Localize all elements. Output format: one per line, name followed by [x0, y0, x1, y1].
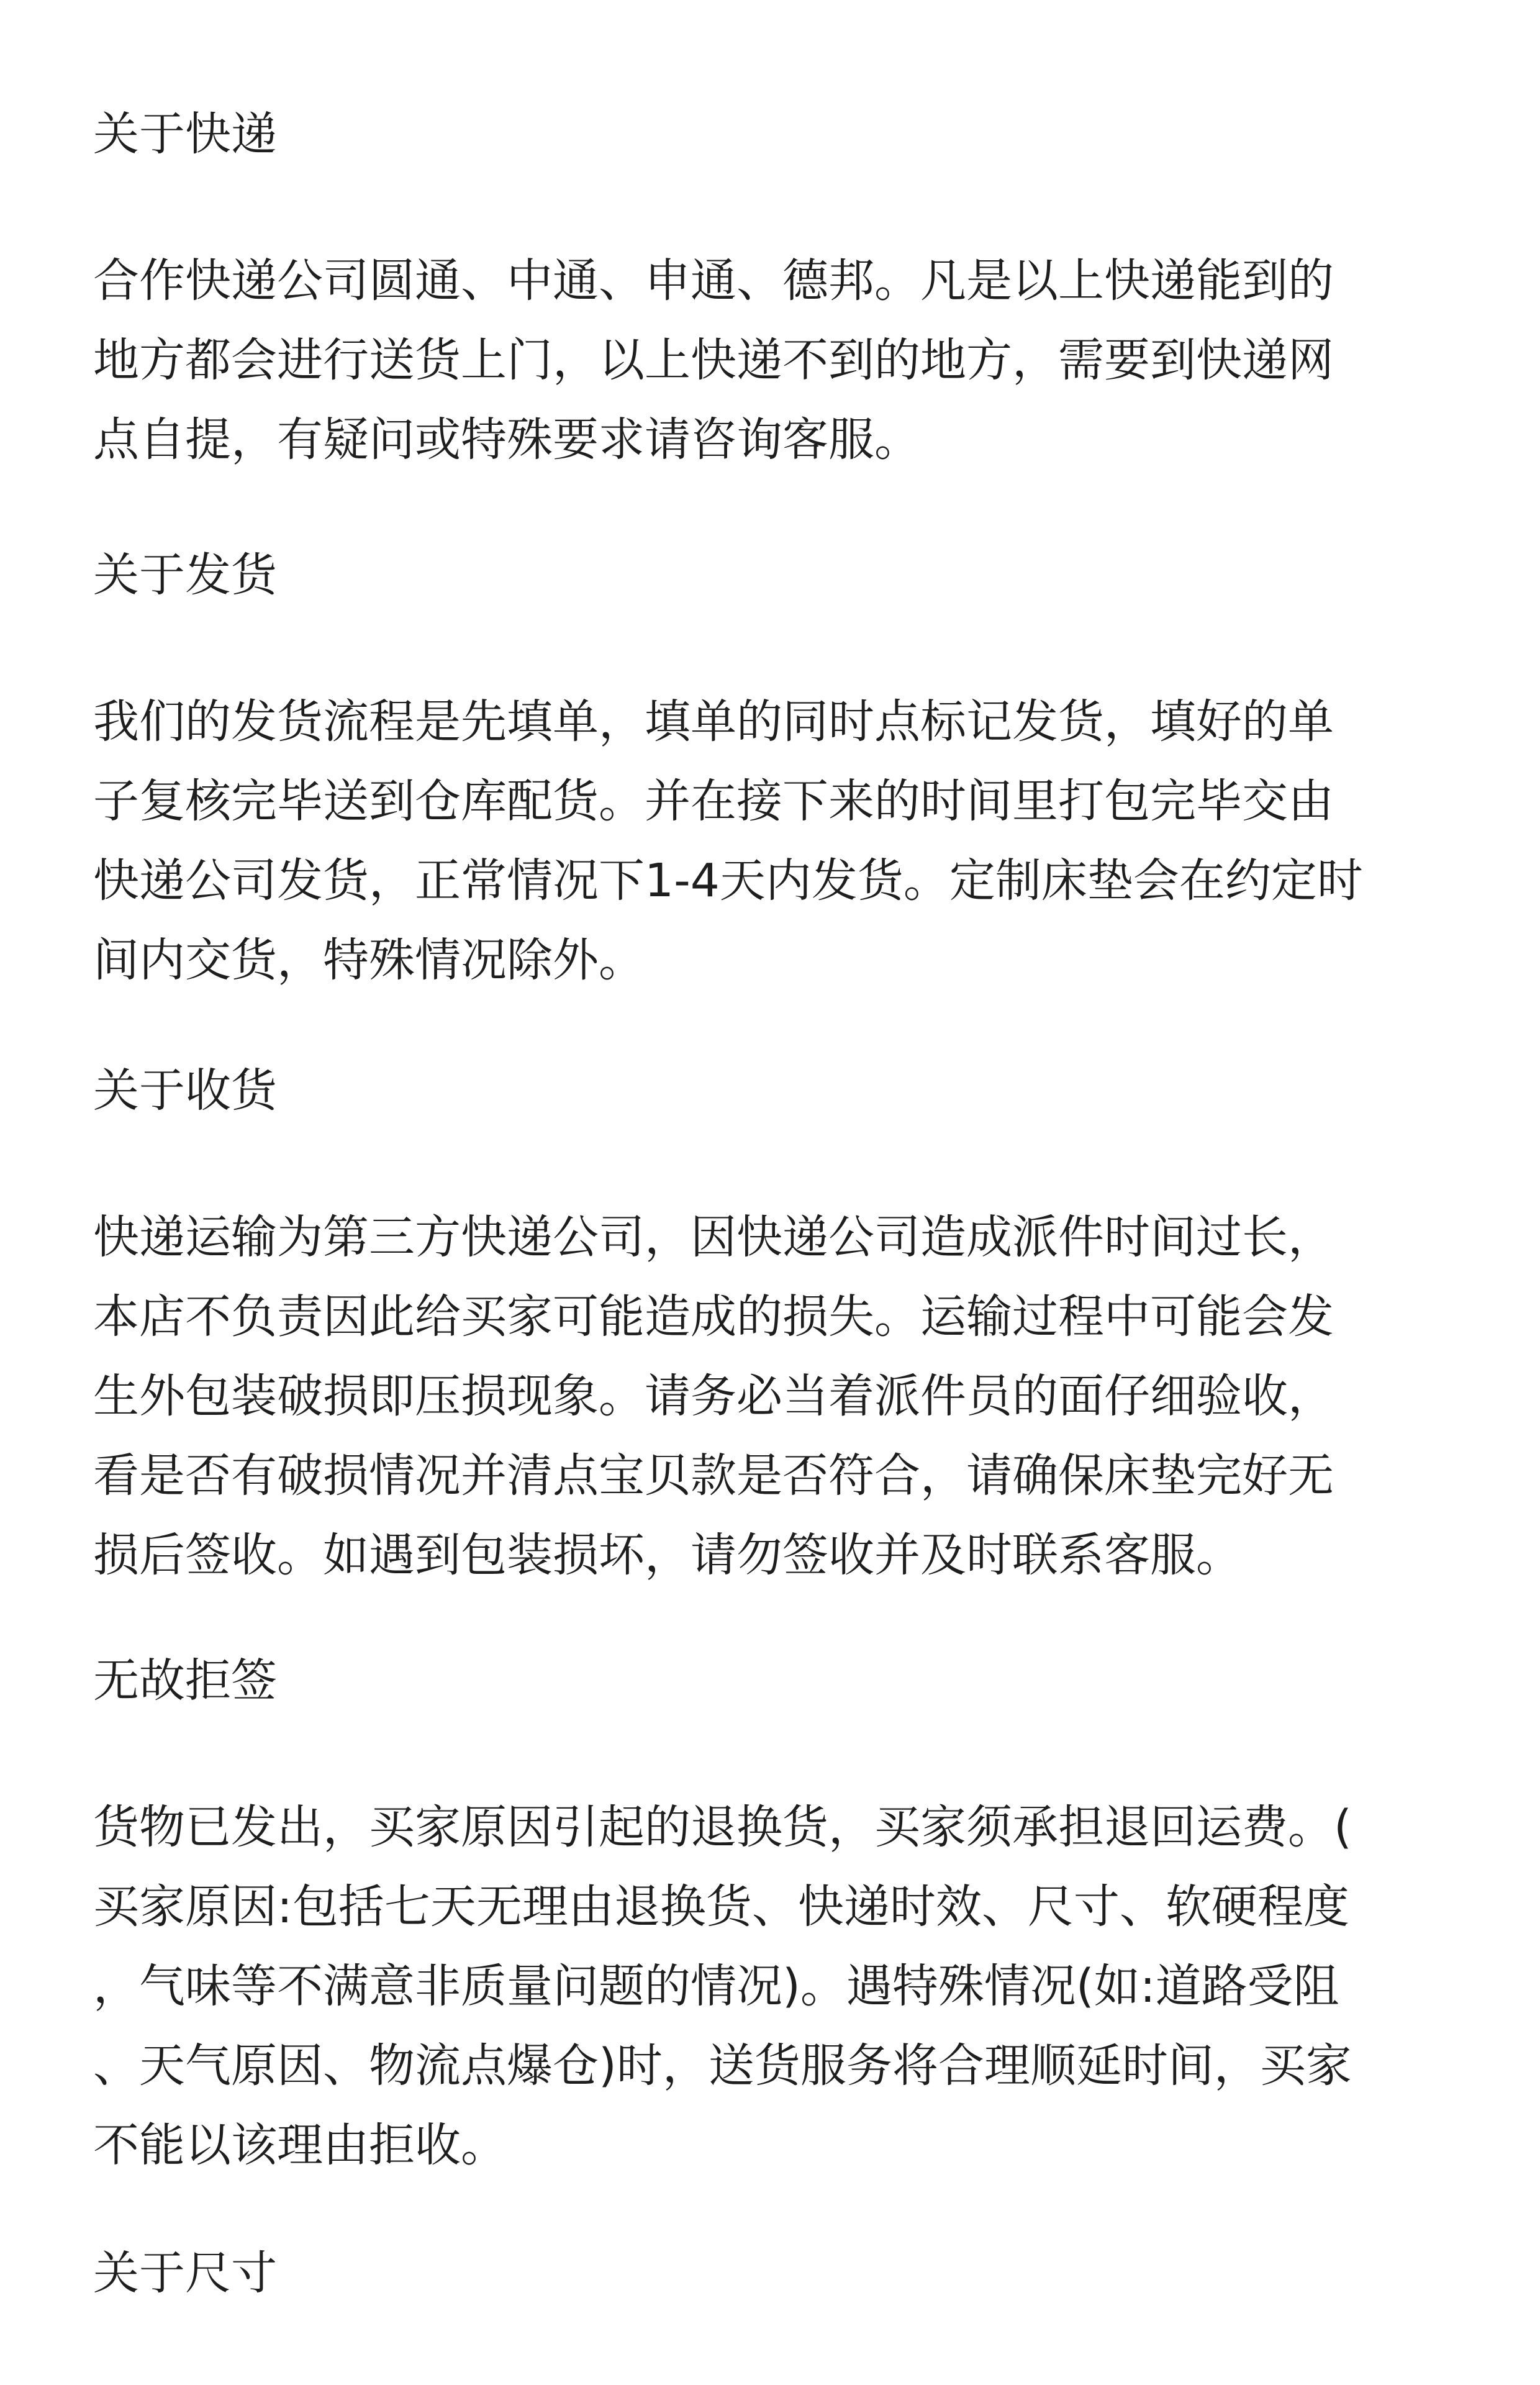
- section-heading-refusal: 无故拒签: [93, 1654, 277, 1707]
- paragraph-line: 子复核完毕送到仓库配货。并在接下来的时间里打包完毕交由: [93, 775, 1334, 828]
- paragraph-line: 快递公司发货，正常情况下1-4天内发货。定制床垫会在约定时: [93, 854, 1363, 907]
- section-heading-size: 关于尺寸: [93, 2246, 277, 2300]
- paragraph-line: 损后签收。如遇到包装损坏，请勿签收并及时联系客服。: [93, 1529, 1242, 1582]
- paragraph-line: 地方都会进行送货上门，以上快递不到的地方，需要到快递网: [93, 334, 1334, 387]
- paragraph-line: 货物已发出，买家原因引起的退换货，买家须承担退回运费。(: [93, 1801, 1352, 1854]
- section-body-express: [93, 241, 1459, 479]
- section-heading-receiving: 关于收货: [93, 1064, 277, 1117]
- paragraph-line: 本店不负责因此给买家可能造成的损失。运输过程中可能会发: [93, 1290, 1334, 1343]
- paragraph-line: 间内交货，特殊情况除外。: [93, 934, 645, 987]
- section-heading-express: 关于快递: [93, 107, 277, 161]
- paragraph-line: 我们的发货流程是先填单，填单的同时点标记发货，填好的单: [93, 695, 1334, 748]
- paragraph-line: 合作快递公司圆通、中通、申通、德邦。凡是以上快递能到的: [93, 254, 1334, 307]
- section-body-refusal: [93, 1788, 1459, 2185]
- section-heading-shipping: 关于发货: [93, 548, 277, 602]
- paragraph-line: 不能以该理由拒收。: [93, 2119, 507, 2172]
- section-body-shipping: [93, 682, 1459, 1000]
- paragraph-line: 点自提，有疑问或特殊要求请咨询客服。: [93, 413, 920, 466]
- paragraph-line: 看是否有破损情况并清点宝贝款是否符合，请确保床垫完好无: [93, 1449, 1334, 1502]
- paragraph-line: ，气味等不满意非质量问题的情况)。遇特殊情况(如:道路受阻: [93, 1960, 1339, 2013]
- paragraph-line: 买家原因:包括七天无理由退换货、快递时效、尺寸、软硬程度: [93, 1880, 1349, 1933]
- paragraph-line: 生外包装破损即压损现象。请务必当着派件员的面仔细验收，: [93, 1370, 1334, 1423]
- paragraph-line: 快递运输为第三方快递公司，因快递公司造成派件时间过长，: [93, 1211, 1334, 1264]
- paragraph-line: 、天气原因、物流点爆仓)时，送货服务将合理顺延时间，买家: [93, 2039, 1352, 2092]
- section-body-receiving: [93, 1197, 1459, 1595]
